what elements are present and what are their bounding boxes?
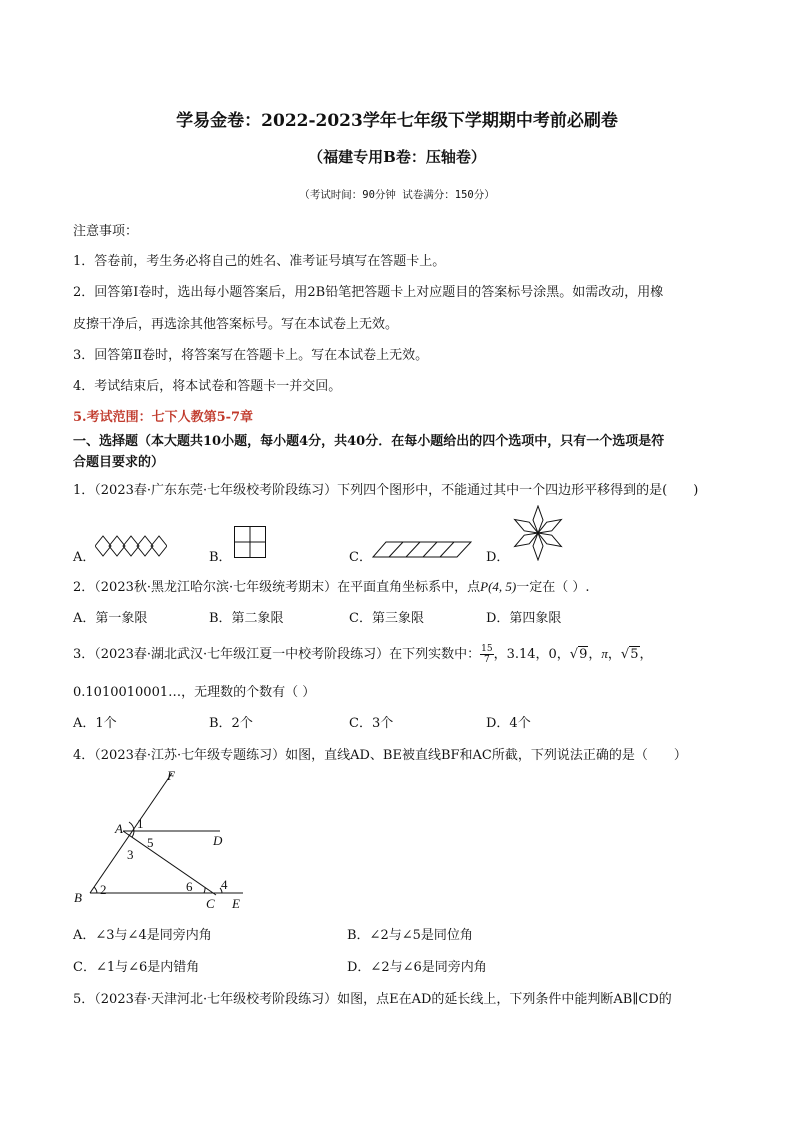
- q4-option-a: A．∠3与∠4是同旁内角: [73, 928, 212, 943]
- q2-option-c: C．第三象限: [349, 611, 424, 626]
- line-ac: [123, 831, 216, 895]
- label-b: B: [74, 890, 82, 905]
- q1-figure-c-parallelograms: [372, 541, 472, 558]
- question-3-stem: 3．（2023春·湖北武汉·七年级江夏一中校考阶段练习）在下列实数中： $\frac{15}{7}$ ，3.14，0，√9，π，√5，: [73, 644, 653, 665]
- section-heading-cont: 合题目要求的）: [73, 455, 165, 470]
- angle-3: 3: [127, 847, 134, 862]
- question-1-stem: 1．（2023春·广东东莞·七年级校考阶段练习）下列四个图形中，不能通过其中一个四边形平移得到的是( ): [73, 483, 699, 498]
- angle-4: 4: [221, 877, 228, 892]
- q1-option-a-label: A．: [73, 550, 96, 565]
- angle-5: 5: [147, 835, 154, 850]
- line-bf: [90, 773, 172, 893]
- angle-1: 1: [137, 816, 144, 831]
- note-item: 1．答卷前，考生务必将自己的姓名、准考证号填写在答题卡上。: [73, 254, 446, 269]
- q3-option-b: B．2个: [209, 716, 253, 731]
- q4-option-c: C．∠1与∠6是内错角: [73, 960, 200, 975]
- q1-figure-d-flower: [510, 505, 566, 561]
- q2-option-d: D．第四象限: [486, 611, 562, 626]
- note-item: 4．考试结束后，将本试卷和答题卡一并交回。: [73, 379, 342, 394]
- q3-option-a: A．1个: [73, 716, 117, 731]
- arc-6: [204, 887, 205, 893]
- arc-2: [94, 887, 97, 893]
- label-c: C: [206, 896, 215, 911]
- sqrt-5: √5: [620, 647, 639, 662]
- q3-option-c: C．3个: [349, 716, 394, 731]
- note-item: 皮擦干净后，再选涂其他答案标号。写在本试卷上无效。: [73, 317, 399, 332]
- exam-info: （考试时间：90分钟 试卷满分：150分）: [299, 189, 495, 201]
- question-4-stem: 4．（2023春·江苏·七年级专题练习）如图，直线AD、BE被直线BF和AC所截，下列说法正确的是（ ）: [73, 748, 687, 763]
- q1-figure-a-diamonds: [95, 535, 167, 557]
- q1-figure-b-grid: [234, 526, 266, 558]
- q1-option-c-label: C．: [349, 550, 372, 565]
- label-f: F: [167, 768, 175, 783]
- note-item: 3．回答第Ⅱ卷时，将答案写在答题卡上。写在本试卷上无效。: [73, 348, 429, 363]
- question-3-stem-cont: 0.1010010001…，无理数的个数有（ ）: [73, 685, 316, 700]
- label-d: D: [213, 833, 223, 848]
- q1-option-d-label: D．: [486, 550, 510, 565]
- q3-option-d: D．4个: [486, 716, 531, 731]
- page-subtitle: （福建专用B卷：压轴卷）: [308, 148, 486, 166]
- angle-2: 2: [100, 882, 107, 897]
- q2-option-a: A．第一象限: [73, 611, 148, 626]
- q2-option-b: B．第二象限: [209, 611, 284, 626]
- note-item: 2．回答第Ⅰ卷时，选出每小题答案后，用2B铅笔把答题卡上对应题目的答案标号涂黑。如需改动，用橡: [73, 285, 664, 300]
- q4-figure-transversals: [70, 768, 250, 913]
- question-2-stem: 2．（2023秋·黑龙江哈尔滨·七年级统考期末）在平面直角坐标系中，点P(4, 5)一定在（ ）.: [73, 579, 590, 595]
- question-5-stem: 5．（2023春·天津河北·七年级校考阶段练习）如图，点E在AD的延长线上，下列条件中能判断AB∥CD的: [73, 992, 672, 1007]
- q4-option-b: B．∠2与∠5是同位角: [347, 928, 473, 943]
- section-heading: 一、选择题（本大题共10小题，每小题4分，共40分．在每小题给出的四个选项中，只有一个选项是符: [73, 434, 665, 449]
- page-title: 学易金卷：2022-2023学年七年级下学期期中考前必刷卷: [176, 111, 618, 131]
- angle-6: 6: [186, 879, 193, 894]
- label-a: A: [115, 821, 123, 836]
- fraction-15-over-7: $\frac{15}{7}$: [481, 644, 493, 665]
- q4-option-d: D．∠2与∠6是同旁内角: [347, 960, 487, 975]
- sqrt-9: √9: [569, 647, 588, 662]
- label-e: E: [232, 896, 240, 911]
- q1-option-b-label: B．: [209, 550, 232, 565]
- exam-scope: 5.考试范围：七下人教第5-7章: [73, 410, 254, 425]
- notes-heading: 注意事项：: [73, 224, 139, 239]
